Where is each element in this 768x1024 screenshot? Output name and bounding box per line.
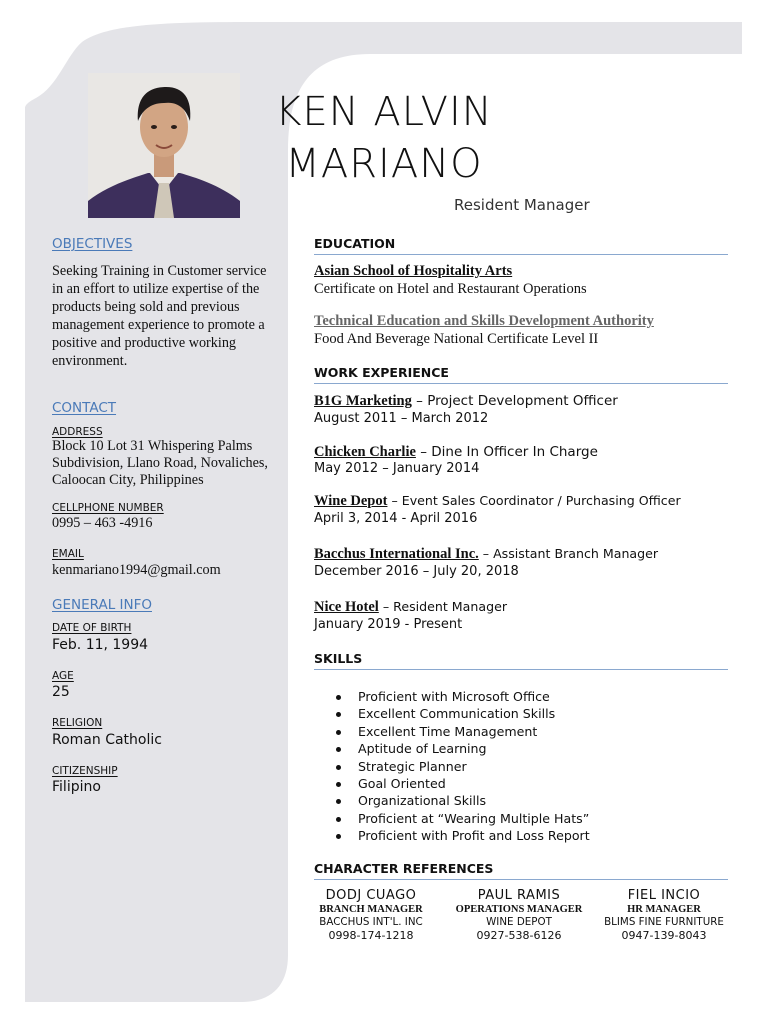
job-role: – Event Sales Coordinator / Purchasing Officer xyxy=(387,493,681,508)
job-entry xyxy=(314,392,618,410)
job-entry xyxy=(314,443,598,461)
reference-title: BRANCH MANAGER xyxy=(319,904,423,915)
reference-phone: 0947-139-8043 xyxy=(621,929,707,942)
general-info-heading: GENERAL INFO xyxy=(52,597,152,613)
address-line: Subdivision, Llano Road, Novaliches, xyxy=(52,455,268,471)
objectives-line: management experience to promote a xyxy=(52,317,265,333)
reference-card xyxy=(296,888,446,942)
address-line: Block 10 Lot 31 Whispering Palms xyxy=(52,438,253,454)
job-role: – Project Development Officer xyxy=(411,393,618,409)
job-title: Resident Manager xyxy=(454,196,590,214)
skills-heading: SKILLS xyxy=(314,651,728,670)
bullet-icon xyxy=(336,712,341,717)
job-company: Wine Depot xyxy=(314,493,388,509)
skill-text: Proficient with Profit and Loss Report xyxy=(358,828,590,844)
job-company: B1G Marketing xyxy=(314,393,412,409)
bullet-icon xyxy=(336,782,341,787)
skill-item xyxy=(334,810,590,827)
objectives-text xyxy=(52,262,284,370)
job-dates: April 3, 2014 - April 2016 xyxy=(314,511,478,526)
skill-text: Excellent Time Management xyxy=(358,723,538,739)
bullet-icon xyxy=(336,799,341,804)
address-value xyxy=(52,438,268,489)
job-company: Chicken Charlie xyxy=(314,444,416,460)
job-entry xyxy=(314,545,658,563)
skill-item xyxy=(334,827,590,844)
skill-item xyxy=(334,775,590,792)
skill-item xyxy=(334,792,590,809)
job-role: – Dine In Officer In Charge xyxy=(415,444,598,460)
bullet-icon xyxy=(336,747,341,752)
objectives-line: Seeking Training in Customer service xyxy=(52,263,267,279)
job-role: – Resident Manager xyxy=(378,599,507,614)
cellphone-label: CELLPHONE NUMBER xyxy=(52,502,164,514)
objectives-line: positive and productive working xyxy=(52,335,237,351)
bullet-icon xyxy=(336,765,341,770)
bullet-icon xyxy=(336,695,341,700)
skill-text: Proficient at “Wearing Multiple Hats” xyxy=(358,810,590,826)
email-label: EMAIL xyxy=(52,548,84,560)
bullet-icon xyxy=(336,730,341,735)
address-line: Caloocan City, Philippines xyxy=(52,472,204,488)
reference-company: BLIMS FINE FURNITURE xyxy=(604,916,724,928)
skill-text: Organizational Skills xyxy=(358,793,487,809)
job-dates: December 2016 – July 20, 2018 xyxy=(314,564,519,579)
job-entry xyxy=(314,598,507,616)
education-school: Technical Education and Skills Development Authority xyxy=(314,313,654,329)
skill-item xyxy=(334,688,590,705)
address-label: ADDRESS xyxy=(52,426,103,438)
skill-item xyxy=(334,758,590,775)
education-heading: EDUCATION xyxy=(314,236,728,255)
email-value[interactable]: kenmariano1994@gmail.com xyxy=(52,562,221,578)
education-detail: Certificate on Hotel and Restaurant Operations xyxy=(314,281,587,297)
skill-text: Aptitude of Learning xyxy=(358,741,487,757)
age-label: AGE xyxy=(52,670,74,682)
age-value: 25 xyxy=(52,684,70,700)
reference-company: WINE DEPOT xyxy=(486,916,552,928)
skill-item xyxy=(334,740,590,757)
skill-text: Goal Oriented xyxy=(358,776,446,792)
profile-photo xyxy=(88,73,240,218)
religion-label: RELIGION xyxy=(52,717,103,729)
objectives-heading: OBJECTIVES xyxy=(52,236,133,252)
bullet-icon xyxy=(336,834,341,839)
reference-phone: 0998-174-1218 xyxy=(328,929,414,942)
skill-text: Proficient with Microsoft Office xyxy=(358,689,550,704)
citizenship-label: CITIZENSHIP xyxy=(52,765,118,777)
objectives-line: in an effort to utilize expertise of the xyxy=(52,281,260,297)
objectives-line: products being sold and previous xyxy=(52,299,240,315)
dob-value: Feb. 11, 1994 xyxy=(52,637,149,653)
reference-name: FIEL INCIO xyxy=(627,888,701,903)
job-dates: May 2012 – January 2014 xyxy=(314,461,480,476)
education-detail: Food And Beverage National Certificate Level II xyxy=(314,331,599,347)
reference-card xyxy=(589,888,739,942)
skill-text: Excellent Communication Skills xyxy=(358,706,556,722)
reference-title: OPERATIONS MANAGER xyxy=(455,904,583,915)
skill-text: Strategic Planner xyxy=(358,758,467,774)
reference-title: HR MANAGER xyxy=(627,904,701,915)
religion-value: Roman Catholic xyxy=(52,732,162,748)
skill-item xyxy=(334,723,590,740)
reference-phone: 0927-538-6126 xyxy=(476,929,562,942)
reference-name: DODJ CUAGO xyxy=(325,888,417,903)
skill-item xyxy=(334,705,590,722)
bullet-icon xyxy=(336,817,341,822)
skills-list xyxy=(334,688,590,845)
candidate-name xyxy=(219,86,549,190)
education-school: Asian School of Hospitality Arts xyxy=(314,263,513,279)
reference-name: PAUL RAMIS xyxy=(477,888,561,903)
name-line-first: KEN ALVIN xyxy=(275,89,493,135)
dob-label: DATE OF BIRTH xyxy=(52,622,132,634)
job-role: – Assistant Branch Manager xyxy=(478,546,659,561)
contact-heading: CONTACT xyxy=(52,400,117,416)
work-experience-heading: WORK EXPERIENCE xyxy=(314,365,728,384)
job-company: Bacchus International Inc. xyxy=(314,546,479,562)
reference-company: BACCHUS INT'L. INC xyxy=(319,916,423,928)
job-entry xyxy=(314,492,681,510)
name-line-last: MARIANO xyxy=(285,141,483,187)
job-dates: January 2019 - Present xyxy=(314,617,463,632)
cellphone-value: 0995 – 463 -4916 xyxy=(52,515,153,531)
citizenship-value: Filipino xyxy=(52,779,101,795)
job-company: Nice Hotel xyxy=(314,599,379,615)
job-dates: August 2011 – March 2012 xyxy=(314,411,489,426)
objectives-line: environment. xyxy=(52,353,128,369)
references-heading: CHARACTER REFERENCES xyxy=(314,861,728,880)
reference-card xyxy=(444,888,594,942)
